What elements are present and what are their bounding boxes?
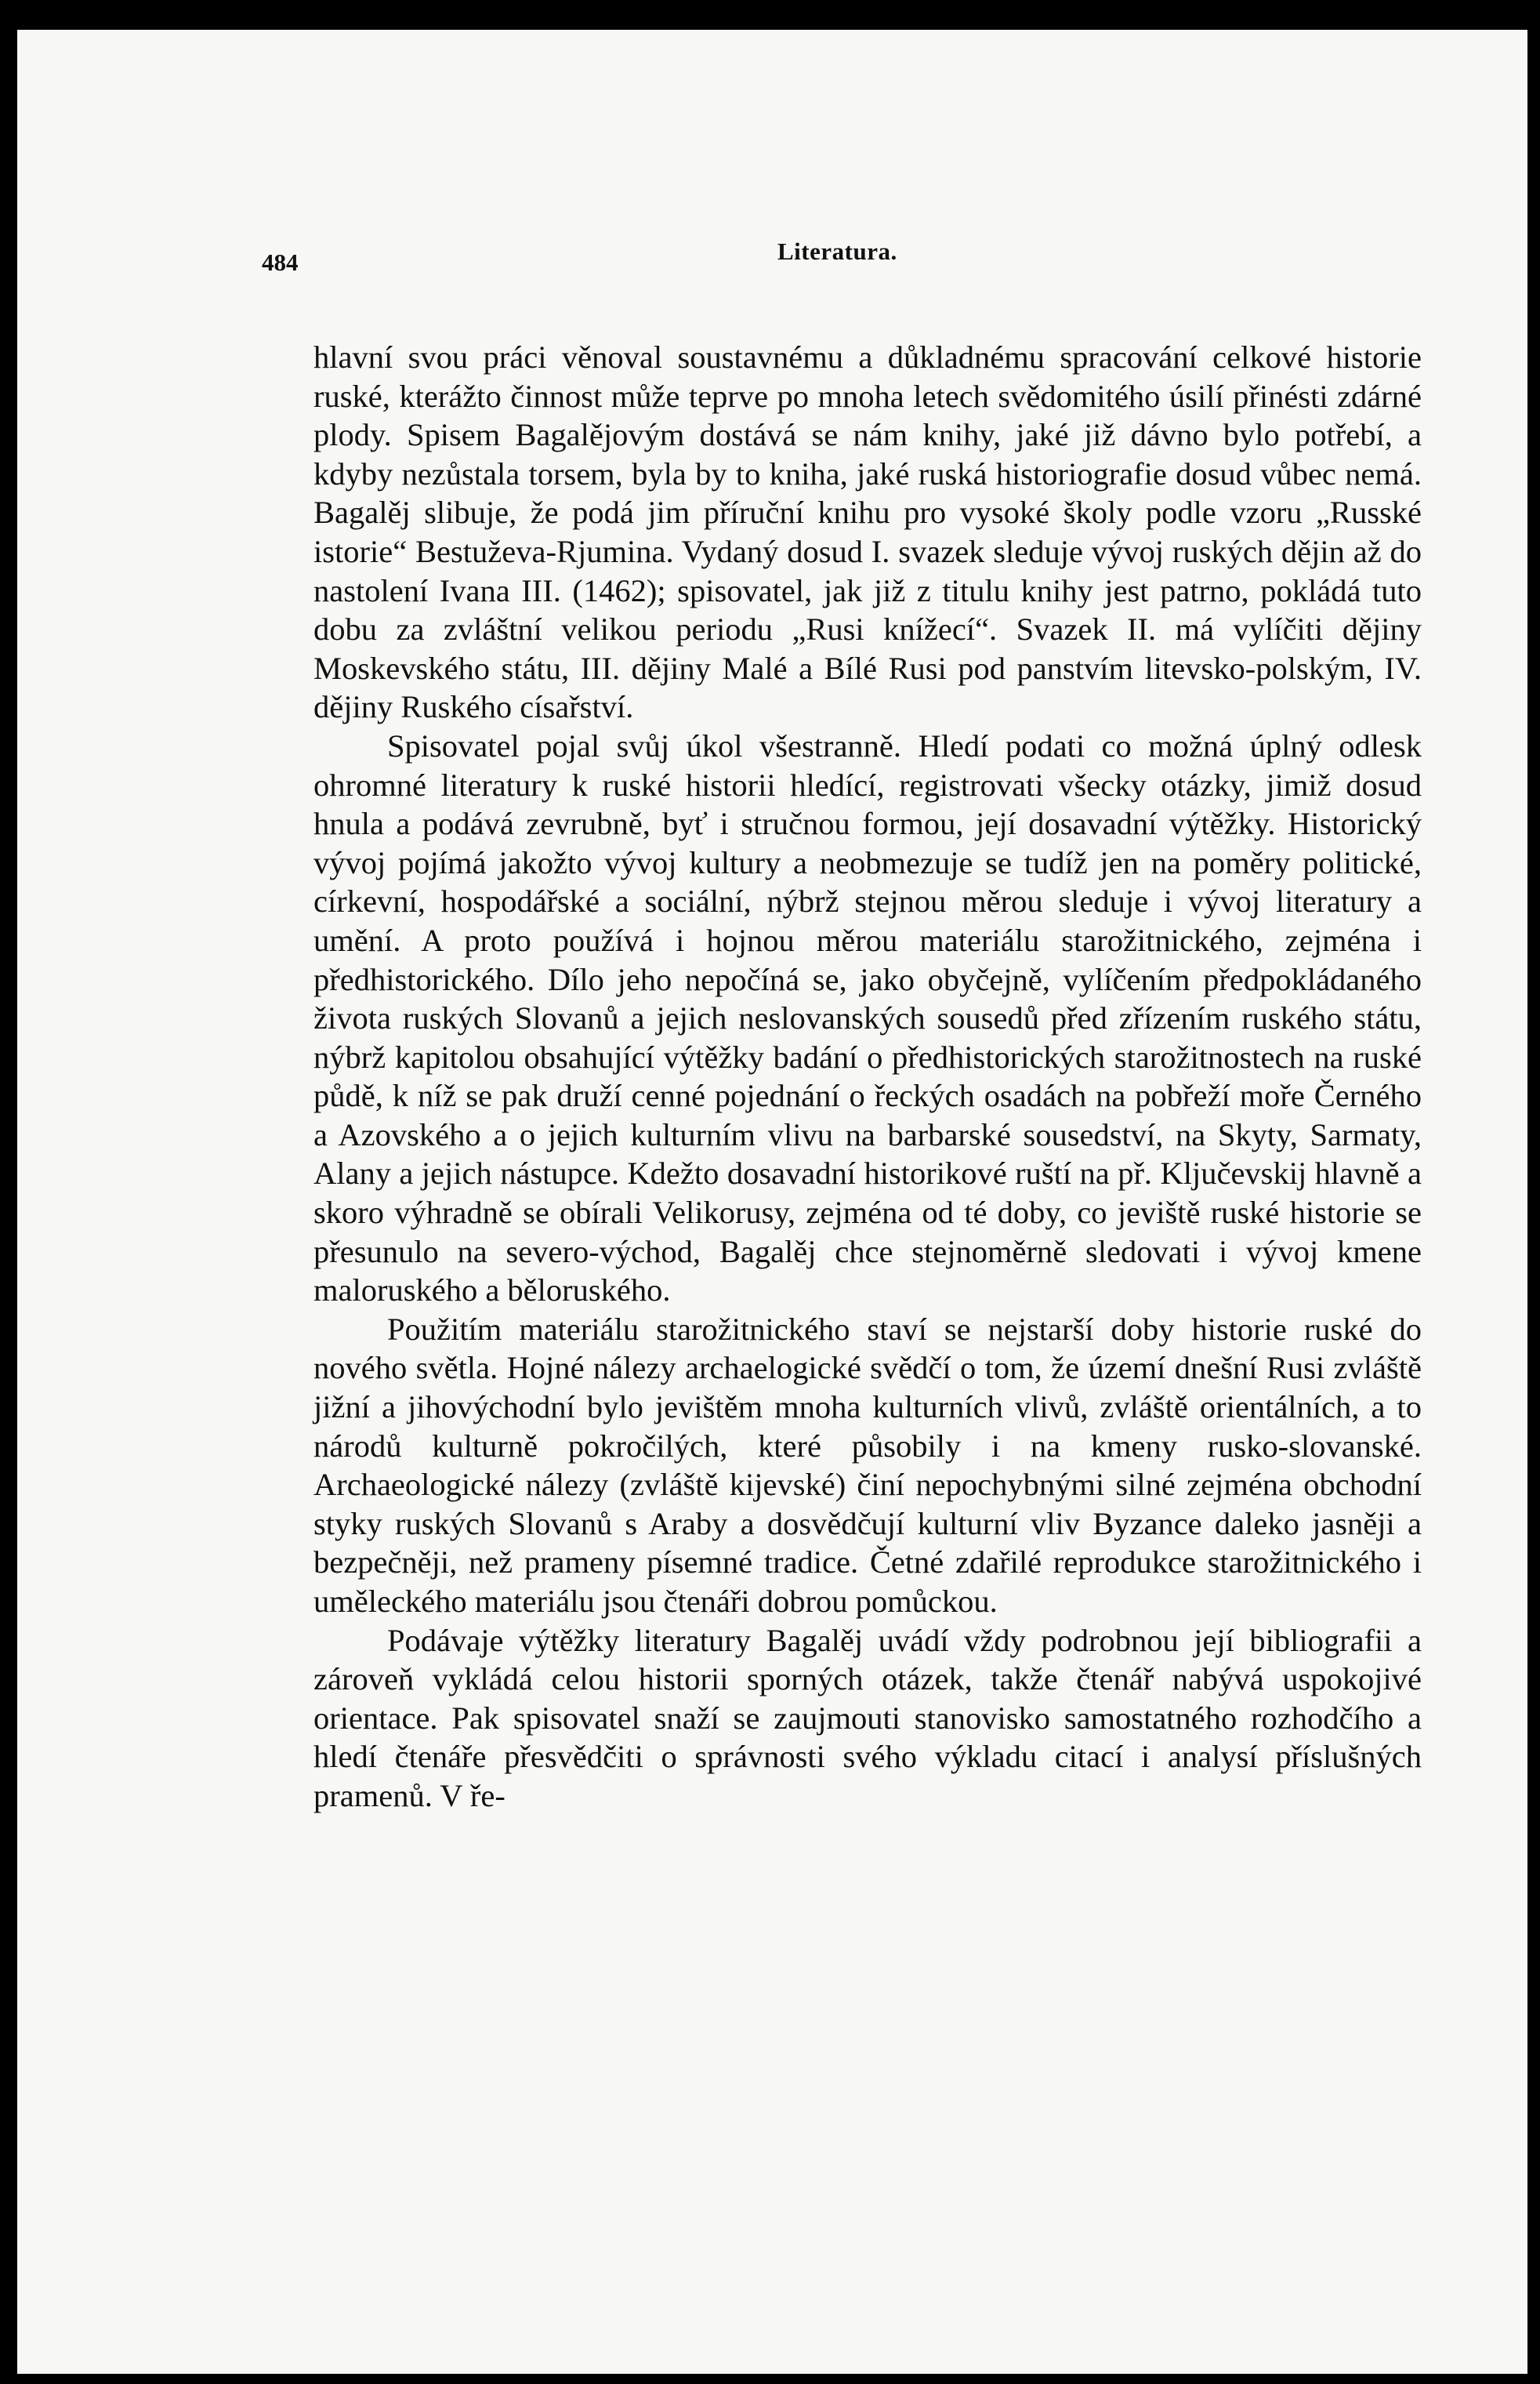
running-title: Literatura. xyxy=(777,238,897,265)
paragraph-3: Použitím materiálu starožitnického staví se nejstarší doby historie ruské do nového světla. Hojné nálezy archaelogické svědčí o tom, že území dnešní Rusi zvláště jižní a jihovýchodní bylo jevištěm mnoha kulturních vlivů, zvláště orientálních, a to národů kulturně pokročilých, které působily i na kmeny rusko-slovanské. Archaeologické nálezy (zvláště kijevské) činí nepochybnými silné zejména obchodní styky ruských Slovanů s Araby a dosvědčují kulturní vliv Byzance daleko jasněji a bezpečněji, než prameny písemné tradice. Četné zdařilé reprodukce starožitnického i uměleckého materiálu jsou čtenáři dobrou pomůckou. xyxy=(313,1311,1422,1619)
book-page xyxy=(17,30,1527,2374)
paragraph-1: hlavní svou práci věnoval soustavnému a důkladnému spracování celkové historie ruské, kterážto činnost může teprve po mnoha letech svědomitého úsilí přinésti zdárné plody. Spisem Bagalějovým dostává se nám knihy, jaké již dávno bylo potřebí, a kdyby nezůstala torsem, byla by to kniha, jaké ruská historiografie dosud vůbec nemá. Bagalěj slibuje, že podá jim příruční knihu pro vysoké školy podle vzoru „Russké istorie“ Bestuževa-Rjumina. Vydaný dosud I. svazek sleduje vývoj ruských dějin až do nastolení Ivana III. (1462); spisovatel, jak již z titulu knihy jest patrno, pokládá tuto dobu za zvláštní velikou periodu „Rusi knížecí“. Svazek II. má vylíčiti dějiny Moskevského státu, III. dějiny Malé a Bílé Rusi pod panstvím litevsko-polským, IV. dějiny Ruského císařství. xyxy=(313,339,1422,725)
paragraph-2: Spisovatel pojal svůj úkol všestranně. Hledí podati co možná úplný odlesk ohromné literatury k ruské historii hledící, registrovati všecky otázky, jimiž dosud hnula a podává zevrubně, byť i stručnou formou, její dosavadní výtěžky. Historický vývoj pojímá jakožto vývoj kultury a neobmezuje se tudíž jen na poměry politické, církevní, hospodářské a sociální, nýbrž stejnou měrou sleduje i vývoj literatury a umění. A proto používá i hojnou měrou materiálu starožitnického, zejména i předhistorického. Dílo jeho nepočíná se, jako obyčejně, vylíčením předpokládaného života ruských Slovanů a jejich neslovanských sousedů před zřízením ruského státu, nýbrž kapitolou obsahující výtěžky badání o předhistorických starožitnostech na ruské půdě, k níž se pak druží cenné pojednání o řeckých osadách na pobřeží moře Černého a Azovského a o jejich kulturním vlivu na barbarské sousedství, na Skyty, Sarmaty, Alany a jejich nástupce. Kdežto dosavadní historikové ruští na př. Ključevskij hlavně a skoro výhradně se obírali Velikorusy, zejména od té doby, co jeviště ruské historie se přesunulo na severo-východ, Bagalěj chce stejnoměrně sledovati i vývoj kmene maloruského a běloruského. xyxy=(313,728,1422,1308)
paragraph-4: Podávaje výtěžky literatury Bagalěj uvádí vždy podrobnou její bibliografii a zároveň vykládá celou historii sporných otázek, takže čtenář nabývá uspokojivé orientace. Pak spisovatel snaží se zaujmouti stanovisko samostatného rozhodčího a hledí čtenáře přesvědčiti o správnosti svého výkladu citací i analysí příslušných pramenů. V ře- xyxy=(313,1622,1422,1813)
page-header xyxy=(17,238,1527,285)
page-number: 484 xyxy=(262,249,299,276)
body-text xyxy=(313,338,1422,1816)
